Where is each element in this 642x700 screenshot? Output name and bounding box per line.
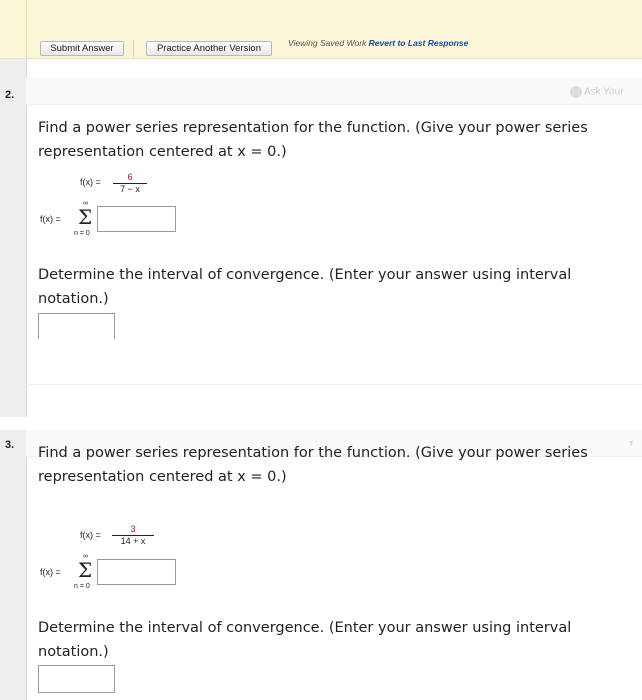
toolbar-divider (26, 0, 27, 58)
sum-lower-limit: n = 0 (74, 583, 90, 590)
series-answer-input[interactable] (97, 559, 176, 585)
saved-work-label: Viewing Saved Work (288, 38, 367, 48)
sum-lower-limit: n = 0 (74, 230, 90, 237)
fraction-numerator: 3 (130, 524, 136, 534)
series-label: f(x) = (40, 567, 61, 577)
function-fraction (113, 172, 147, 195)
help-icon (570, 86, 582, 98)
answer-toolbar (0, 0, 642, 59)
ask-your-teacher-link[interactable]: Ask Your (570, 86, 623, 98)
interval-prompt: Determine the interval of convergence. (Enter your answer using interval notation.) (38, 267, 572, 307)
fraction-numerator: 6 (127, 172, 133, 182)
interval-answer-input[interactable] (38, 665, 115, 693)
question-2-header (26, 78, 642, 105)
toolbar-separator (133, 40, 134, 57)
practice-another-version-button[interactable]: Practice Another Version (146, 41, 272, 56)
summation-icon: Σ (78, 558, 93, 582)
question-3-number: 3. (5, 439, 15, 451)
sum-upper-limit: ∞ (83, 200, 88, 207)
summation-icon: Σ (78, 205, 93, 229)
section-divider (26, 384, 642, 385)
revert-link[interactable]: Revert to Last Response (368, 38, 469, 48)
question-2-prompt: Find a power series representation for the function. (Give your power series representation centered at x = 0.) (38, 120, 588, 160)
corner-mark: r (630, 438, 633, 448)
question-3-gutter (0, 430, 27, 700)
fraction-denominator: 14 + x (120, 536, 146, 546)
function-label: f(x) = (80, 177, 101, 187)
function-label: f(x) = (80, 530, 101, 540)
series-answer-input[interactable] (97, 206, 176, 232)
series-label: f(x) = (40, 214, 61, 224)
interval-prompt: Determine the interval of convergence. (Enter your answer using interval notation.) (38, 620, 572, 660)
interval-answer-input[interactable] (38, 313, 115, 339)
sum-upper-limit: ∞ (83, 553, 88, 560)
question-3-prompt: Find a power series representation for the function. (Give your power series representation centered at x = 0.) (38, 445, 588, 485)
question-2-gutter (0, 59, 27, 417)
saved-work-status (288, 38, 468, 48)
submit-answer-button[interactable]: Submit Answer (40, 41, 124, 56)
fraction-denominator: 7 − x (120, 184, 140, 194)
function-fraction (112, 524, 154, 547)
question-2-number: 2. (5, 89, 15, 101)
